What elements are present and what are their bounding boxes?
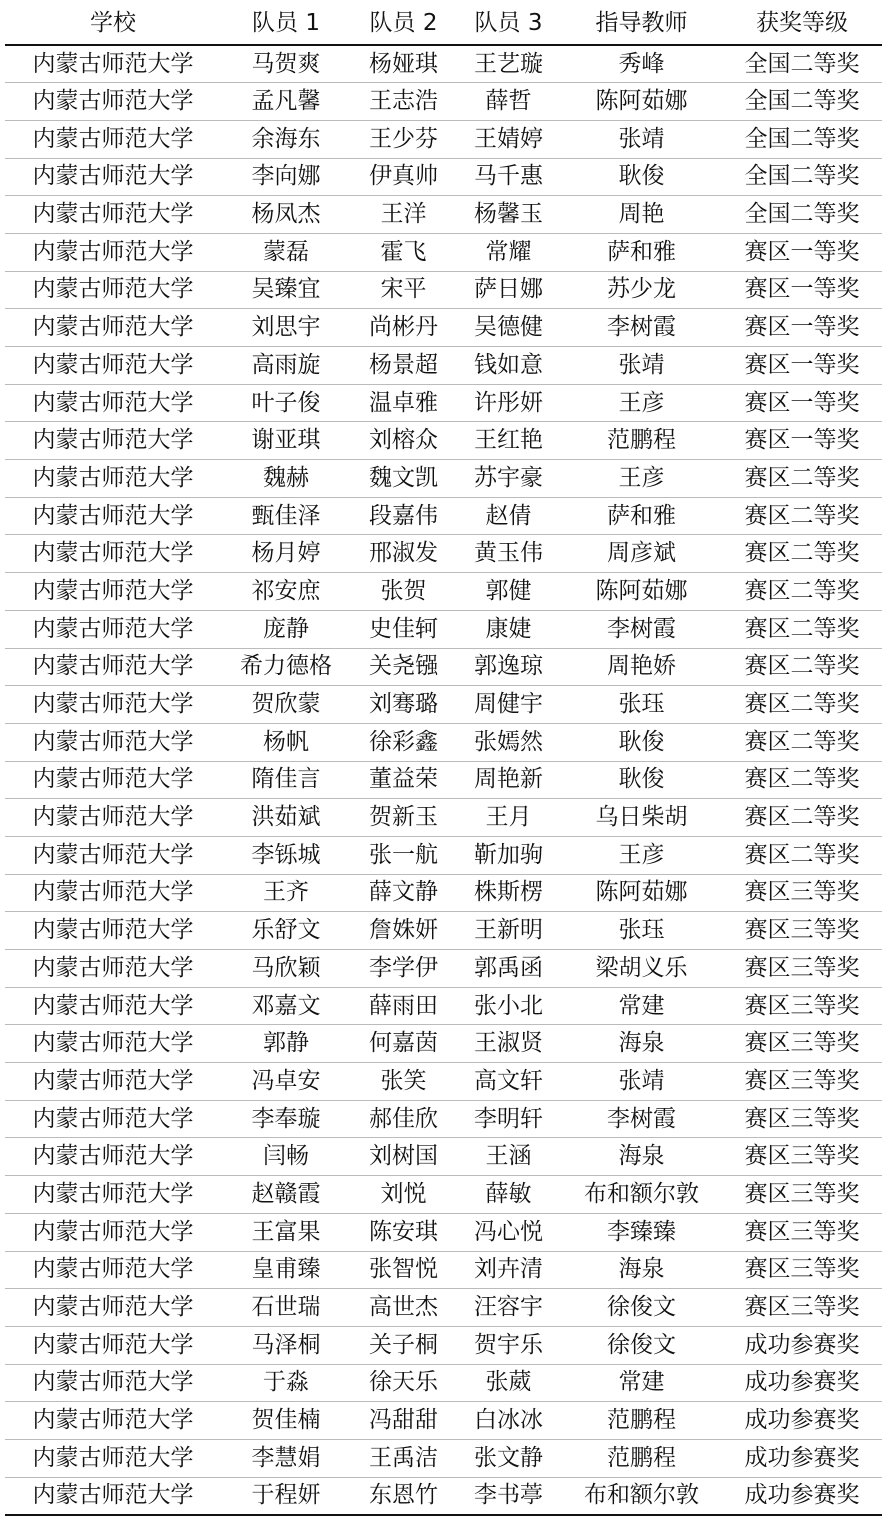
table-row — [5, 1477, 882, 1515]
cell-award-level: 赛区三等奖 — [722, 1213, 882, 1251]
cell-school: 内蒙古师范大学 — [5, 460, 221, 498]
table-row — [5, 610, 882, 648]
cell-member-3: 张葳 — [456, 1364, 561, 1402]
cell-member-1: 马欣颖 — [221, 950, 351, 988]
cell-award-level: 赛区三等奖 — [722, 1100, 882, 1138]
cell-member-1: 希力德格 — [221, 648, 351, 686]
cell-member-1: 王富果 — [221, 1213, 351, 1251]
table-row — [5, 573, 882, 611]
cell-school: 内蒙古师范大学 — [5, 535, 221, 573]
cell-member-1: 郭静 — [221, 1025, 351, 1063]
cell-member-1: 于程妍 — [221, 1477, 351, 1515]
cell-member-3: 萨日娜 — [456, 271, 561, 309]
cell-advisor: 张珏 — [561, 912, 722, 950]
cell-member-1: 余海东 — [221, 120, 351, 158]
cell-advisor: 萨和雅 — [561, 497, 722, 535]
cell-award-level: 赛区一等奖 — [722, 384, 882, 422]
cell-school: 内蒙古师范大学 — [5, 950, 221, 988]
cell-member-2: 霍飞 — [351, 233, 456, 271]
cell-member-3: 王新明 — [456, 912, 561, 950]
table-row — [5, 83, 882, 121]
cell-advisor: 周艳 — [561, 196, 722, 234]
cell-member-1: 魏赫 — [221, 460, 351, 498]
table-row — [5, 761, 882, 799]
cell-member-3: 马千惠 — [456, 158, 561, 196]
cell-advisor: 海泉 — [561, 1251, 722, 1289]
cell-member-2: 关尧镪 — [351, 648, 456, 686]
cell-award-level: 赛区二等奖 — [722, 573, 882, 611]
cell-member-2: 刘骞璐 — [351, 686, 456, 724]
cell-school: 内蒙古师范大学 — [5, 648, 221, 686]
cell-member-2: 李学伊 — [351, 950, 456, 988]
cell-school: 内蒙古师范大学 — [5, 1439, 221, 1477]
table-row — [5, 158, 882, 196]
cell-advisor: 范鹏程 — [561, 1439, 722, 1477]
cell-school: 内蒙古师范大学 — [5, 1477, 221, 1515]
cell-award-level: 赛区一等奖 — [722, 422, 882, 460]
cell-member-3: 康婕 — [456, 610, 561, 648]
cell-member-1: 李慧娟 — [221, 1439, 351, 1477]
table-body — [5, 45, 882, 1515]
cell-member-1: 杨帆 — [221, 723, 351, 761]
cell-award-level: 赛区二等奖 — [722, 648, 882, 686]
table-row — [5, 987, 882, 1025]
cell-award-level: 成功参赛奖 — [722, 1326, 882, 1364]
cell-member-2: 张一航 — [351, 836, 456, 874]
table-row — [5, 1025, 882, 1063]
cell-award-level: 赛区三等奖 — [722, 950, 882, 988]
cell-member-2: 王少芬 — [351, 120, 456, 158]
cell-school: 内蒙古师范大学 — [5, 836, 221, 874]
table-row — [5, 422, 882, 460]
cell-school: 内蒙古师范大学 — [5, 233, 221, 271]
cell-advisor: 常建 — [561, 1364, 722, 1402]
table-header — [5, 3, 882, 45]
cell-award-level: 赛区三等奖 — [722, 1176, 882, 1214]
cell-advisor: 梁胡义乐 — [561, 950, 722, 988]
table-row — [5, 196, 882, 234]
cell-award-level: 赛区二等奖 — [722, 497, 882, 535]
cell-award-level: 赛区三等奖 — [722, 912, 882, 950]
cell-member-2: 魏文凯 — [351, 460, 456, 498]
cell-award-level: 赛区一等奖 — [722, 271, 882, 309]
cell-award-level: 全国二等奖 — [722, 120, 882, 158]
cell-advisor: 萨和雅 — [561, 233, 722, 271]
cell-member-2: 董益荣 — [351, 761, 456, 799]
cell-school: 内蒙古师范大学 — [5, 1364, 221, 1402]
cell-member-3: 李书葶 — [456, 1477, 561, 1515]
cell-member-1: 闫畅 — [221, 1138, 351, 1176]
table-row — [5, 271, 882, 309]
table-row — [5, 799, 882, 837]
cell-member-2: 东恩竹 — [351, 1477, 456, 1515]
cell-member-3: 张文静 — [456, 1439, 561, 1477]
cell-member-1: 李向娜 — [221, 158, 351, 196]
cell-school: 内蒙古师范大学 — [5, 761, 221, 799]
cell-award-level: 成功参赛奖 — [722, 1364, 882, 1402]
cell-member-3: 靳加驹 — [456, 836, 561, 874]
cell-school: 内蒙古师范大学 — [5, 158, 221, 196]
table-row — [5, 950, 882, 988]
cell-award-level: 赛区二等奖 — [722, 836, 882, 874]
cell-member-3: 赵倩 — [456, 497, 561, 535]
table-row — [5, 1176, 882, 1214]
header-advisor: 指导教师 — [561, 3, 722, 45]
cell-member-3: 黄玉伟 — [456, 535, 561, 573]
cell-advisor: 王彦 — [561, 460, 722, 498]
cell-advisor: 海泉 — [561, 1138, 722, 1176]
cell-member-1: 谢亚琪 — [221, 422, 351, 460]
table-row — [5, 874, 882, 912]
cell-advisor: 李树霞 — [561, 309, 722, 347]
cell-school: 内蒙古师范大学 — [5, 271, 221, 309]
cell-award-level: 成功参赛奖 — [722, 1477, 882, 1515]
cell-advisor: 耿俊 — [561, 723, 722, 761]
cell-award-level: 赛区二等奖 — [722, 610, 882, 648]
cell-member-2: 徐天乐 — [351, 1364, 456, 1402]
cell-member-2: 史佳轲 — [351, 610, 456, 648]
cell-member-2: 伊真帅 — [351, 158, 456, 196]
cell-advisor: 李树霞 — [561, 610, 722, 648]
cell-award-level: 赛区一等奖 — [722, 347, 882, 385]
cell-member-1: 庞静 — [221, 610, 351, 648]
cell-member-3: 高文轩 — [456, 1063, 561, 1101]
cell-advisor: 徐俊文 — [561, 1289, 722, 1327]
cell-member-3: 苏宇豪 — [456, 460, 561, 498]
cell-school: 内蒙古师范大学 — [5, 83, 221, 121]
cell-school: 内蒙古师范大学 — [5, 1402, 221, 1440]
cell-member-3: 吴德健 — [456, 309, 561, 347]
cell-member-1: 杨凤杰 — [221, 196, 351, 234]
cell-member-1: 于淼 — [221, 1364, 351, 1402]
cell-member-2: 关子桐 — [351, 1326, 456, 1364]
cell-award-level: 全国二等奖 — [722, 158, 882, 196]
cell-member-1: 吴臻宜 — [221, 271, 351, 309]
cell-member-2: 刘树国 — [351, 1138, 456, 1176]
cell-member-2: 高世杰 — [351, 1289, 456, 1327]
cell-member-3: 王艺璇 — [456, 45, 561, 83]
cell-member-1: 祁安庶 — [221, 573, 351, 611]
cell-advisor: 乌日柴胡 — [561, 799, 722, 837]
cell-advisor: 王彦 — [561, 836, 722, 874]
cell-advisor: 陈阿茹娜 — [561, 83, 722, 121]
cell-award-level: 成功参赛奖 — [722, 1439, 882, 1477]
cell-award-level: 全国二等奖 — [722, 83, 882, 121]
table-row — [5, 1364, 882, 1402]
cell-member-1: 贺佳楠 — [221, 1402, 351, 1440]
cell-member-1: 马泽桐 — [221, 1326, 351, 1364]
cell-school: 内蒙古师范大学 — [5, 309, 221, 347]
cell-member-2: 陈安琪 — [351, 1213, 456, 1251]
cell-advisor: 秀峰 — [561, 45, 722, 83]
cell-member-3: 薛哲 — [456, 83, 561, 121]
cell-advisor: 张珏 — [561, 686, 722, 724]
cell-member-3: 郭逸琼 — [456, 648, 561, 686]
cell-advisor: 张靖 — [561, 1063, 722, 1101]
cell-school: 内蒙古师范大学 — [5, 1063, 221, 1101]
cell-school: 内蒙古师范大学 — [5, 610, 221, 648]
cell-advisor: 张靖 — [561, 347, 722, 385]
cell-school: 内蒙古师范大学 — [5, 1138, 221, 1176]
cell-school: 内蒙古师范大学 — [5, 196, 221, 234]
cell-school: 内蒙古师范大学 — [5, 45, 221, 83]
cell-member-3: 株斯楞 — [456, 874, 561, 912]
cell-member-2: 温卓雅 — [351, 384, 456, 422]
cell-member-2: 王禹洁 — [351, 1439, 456, 1477]
cell-school: 内蒙古师范大学 — [5, 1251, 221, 1289]
cell-member-1: 皇甫臻 — [221, 1251, 351, 1289]
cell-member-3: 王婧婷 — [456, 120, 561, 158]
cell-advisor: 范鹏程 — [561, 422, 722, 460]
table-row — [5, 1439, 882, 1477]
cell-member-1: 马贺爽 — [221, 45, 351, 83]
table-row — [5, 460, 882, 498]
cell-advisor: 陈阿茹娜 — [561, 874, 722, 912]
cell-school: 内蒙古师范大学 — [5, 573, 221, 611]
cell-member-3: 许彤妍 — [456, 384, 561, 422]
cell-member-3: 白冰冰 — [456, 1402, 561, 1440]
cell-member-3: 王红艳 — [456, 422, 561, 460]
cell-member-3: 郭健 — [456, 573, 561, 611]
table-row — [5, 535, 882, 573]
cell-award-level: 赛区三等奖 — [722, 1251, 882, 1289]
cell-member-1: 冯卓安 — [221, 1063, 351, 1101]
cell-award-level: 赛区二等奖 — [722, 799, 882, 837]
cell-school: 内蒙古师范大学 — [5, 1213, 221, 1251]
table-row — [5, 1326, 882, 1364]
cell-member-2: 杨景超 — [351, 347, 456, 385]
cell-member-2: 徐彩鑫 — [351, 723, 456, 761]
table-row — [5, 1289, 882, 1327]
cell-award-level: 赛区三等奖 — [722, 1063, 882, 1101]
header-school: 学校 — [5, 3, 221, 45]
cell-advisor: 耿俊 — [561, 761, 722, 799]
cell-member-2: 薛文静 — [351, 874, 456, 912]
cell-advisor: 周艳娇 — [561, 648, 722, 686]
cell-school: 内蒙古师范大学 — [5, 799, 221, 837]
cell-member-1: 乐舒文 — [221, 912, 351, 950]
cell-member-3: 冯心悦 — [456, 1213, 561, 1251]
header-member-1: 队员 1 — [221, 3, 351, 45]
table-row — [5, 120, 882, 158]
cell-member-3: 周艳新 — [456, 761, 561, 799]
awards-table — [5, 3, 882, 1516]
cell-school: 内蒙古师范大学 — [5, 120, 221, 158]
cell-member-1: 隋佳言 — [221, 761, 351, 799]
cell-award-level: 赛区三等奖 — [722, 1289, 882, 1327]
cell-award-level: 赛区二等奖 — [722, 723, 882, 761]
cell-member-3: 王涵 — [456, 1138, 561, 1176]
cell-member-2: 张笑 — [351, 1063, 456, 1101]
cell-member-2: 郝佳欣 — [351, 1100, 456, 1138]
cell-award-level: 成功参赛奖 — [722, 1402, 882, 1440]
cell-award-level: 赛区二等奖 — [722, 535, 882, 573]
cell-member-1: 刘思宇 — [221, 309, 351, 347]
cell-advisor: 苏少龙 — [561, 271, 722, 309]
table-row — [5, 233, 882, 271]
cell-award-level: 赛区一等奖 — [722, 233, 882, 271]
cell-advisor: 王彦 — [561, 384, 722, 422]
cell-member-2: 冯甜甜 — [351, 1402, 456, 1440]
header-member-3: 队员 3 — [456, 3, 561, 45]
cell-award-level: 赛区三等奖 — [722, 874, 882, 912]
cell-advisor: 徐俊文 — [561, 1326, 722, 1364]
cell-advisor: 海泉 — [561, 1025, 722, 1063]
cell-member-1: 洪茹斌 — [221, 799, 351, 837]
cell-advisor: 陈阿茹娜 — [561, 573, 722, 611]
cell-member-3: 周健宇 — [456, 686, 561, 724]
cell-member-3: 常耀 — [456, 233, 561, 271]
cell-member-1: 杨月婷 — [221, 535, 351, 573]
cell-member-3: 钱如意 — [456, 347, 561, 385]
table-row — [5, 497, 882, 535]
cell-member-2: 王洋 — [351, 196, 456, 234]
table-row — [5, 1138, 882, 1176]
cell-school: 内蒙古师范大学 — [5, 384, 221, 422]
cell-member-2: 段嘉伟 — [351, 497, 456, 535]
cell-advisor: 布和额尔敦 — [561, 1477, 722, 1515]
table-row — [5, 648, 882, 686]
cell-member-1: 孟凡馨 — [221, 83, 351, 121]
cell-advisor: 周彦斌 — [561, 535, 722, 573]
cell-award-level: 赛区三等奖 — [722, 1025, 882, 1063]
cell-advisor: 布和额尔敦 — [561, 1176, 722, 1214]
cell-award-level: 赛区一等奖 — [722, 309, 882, 347]
table-row — [5, 686, 882, 724]
header-row — [5, 3, 882, 45]
cell-school: 内蒙古师范大学 — [5, 1025, 221, 1063]
table-row — [5, 1213, 882, 1251]
cell-member-1: 石世瑞 — [221, 1289, 351, 1327]
cell-school: 内蒙古师范大学 — [5, 686, 221, 724]
cell-member-1: 甄佳泽 — [221, 497, 351, 535]
cell-member-2: 薛雨田 — [351, 987, 456, 1025]
cell-member-3: 刘卉清 — [456, 1251, 561, 1289]
cell-award-level: 赛区二等奖 — [722, 686, 882, 724]
table-row — [5, 1100, 882, 1138]
cell-member-2: 张贺 — [351, 573, 456, 611]
table-row — [5, 347, 882, 385]
cell-member-3: 张嫣然 — [456, 723, 561, 761]
cell-member-2: 宋平 — [351, 271, 456, 309]
cell-award-level: 赛区二等奖 — [722, 761, 882, 799]
header-member-2: 队员 2 — [351, 3, 456, 45]
cell-school: 内蒙古师范大学 — [5, 347, 221, 385]
cell-member-1: 叶子俊 — [221, 384, 351, 422]
cell-member-3: 郭禹函 — [456, 950, 561, 988]
table-row — [5, 912, 882, 950]
cell-member-3: 王淑贤 — [456, 1025, 561, 1063]
cell-advisor: 李树霞 — [561, 1100, 722, 1138]
cell-award-level: 赛区二等奖 — [722, 460, 882, 498]
cell-member-3: 王月 — [456, 799, 561, 837]
cell-school: 内蒙古师范大学 — [5, 723, 221, 761]
cell-member-2: 尚彬丹 — [351, 309, 456, 347]
cell-advisor: 范鹏程 — [561, 1402, 722, 1440]
cell-member-1: 李奉璇 — [221, 1100, 351, 1138]
cell-advisor: 张靖 — [561, 120, 722, 158]
cell-member-1: 王齐 — [221, 874, 351, 912]
cell-advisor: 常建 — [561, 987, 722, 1025]
cell-member-1: 蒙磊 — [221, 233, 351, 271]
cell-school: 内蒙古师范大学 — [5, 1289, 221, 1327]
cell-advisor: 耿俊 — [561, 158, 722, 196]
cell-member-3: 杨馨玉 — [456, 196, 561, 234]
cell-award-level: 赛区三等奖 — [722, 987, 882, 1025]
cell-member-2: 贺新玉 — [351, 799, 456, 837]
cell-member-3: 李明轩 — [456, 1100, 561, 1138]
cell-member-2: 詹姝妍 — [351, 912, 456, 950]
cell-member-2: 杨娅琪 — [351, 45, 456, 83]
table-row — [5, 1063, 882, 1101]
cell-award-level: 赛区三等奖 — [722, 1138, 882, 1176]
cell-member-2: 刘悦 — [351, 1176, 456, 1214]
table-row — [5, 45, 882, 83]
table-row — [5, 309, 882, 347]
cell-school: 内蒙古师范大学 — [5, 912, 221, 950]
table-row — [5, 384, 882, 422]
cell-school: 内蒙古师范大学 — [5, 1100, 221, 1138]
cell-advisor: 李臻臻 — [561, 1213, 722, 1251]
cell-member-1: 李铄城 — [221, 836, 351, 874]
cell-member-1: 赵赣霞 — [221, 1176, 351, 1214]
cell-member-2: 王志浩 — [351, 83, 456, 121]
cell-award-level: 全国二等奖 — [722, 196, 882, 234]
cell-award-level: 全国二等奖 — [722, 45, 882, 83]
cell-member-3: 薛敏 — [456, 1176, 561, 1214]
cell-school: 内蒙古师范大学 — [5, 987, 221, 1025]
cell-member-1: 邓嘉文 — [221, 987, 351, 1025]
cell-member-2: 何嘉茵 — [351, 1025, 456, 1063]
cell-school: 内蒙古师范大学 — [5, 422, 221, 460]
cell-member-2: 张智悦 — [351, 1251, 456, 1289]
table-row — [5, 1251, 882, 1289]
cell-member-2: 邢淑发 — [351, 535, 456, 573]
table-row — [5, 1402, 882, 1440]
cell-school: 内蒙古师范大学 — [5, 497, 221, 535]
cell-member-1: 贺欣蒙 — [221, 686, 351, 724]
table-row — [5, 836, 882, 874]
cell-member-1: 高雨旋 — [221, 347, 351, 385]
cell-member-3: 张小北 — [456, 987, 561, 1025]
cell-school: 内蒙古师范大学 — [5, 1176, 221, 1214]
cell-school: 内蒙古师范大学 — [5, 874, 221, 912]
cell-school: 内蒙古师范大学 — [5, 1326, 221, 1364]
cell-member-3: 贺宇乐 — [456, 1326, 561, 1364]
cell-member-3: 汪容宇 — [456, 1289, 561, 1327]
cell-member-2: 刘榕众 — [351, 422, 456, 460]
header-award-level: 获奖等级 — [722, 3, 882, 45]
table-row — [5, 723, 882, 761]
